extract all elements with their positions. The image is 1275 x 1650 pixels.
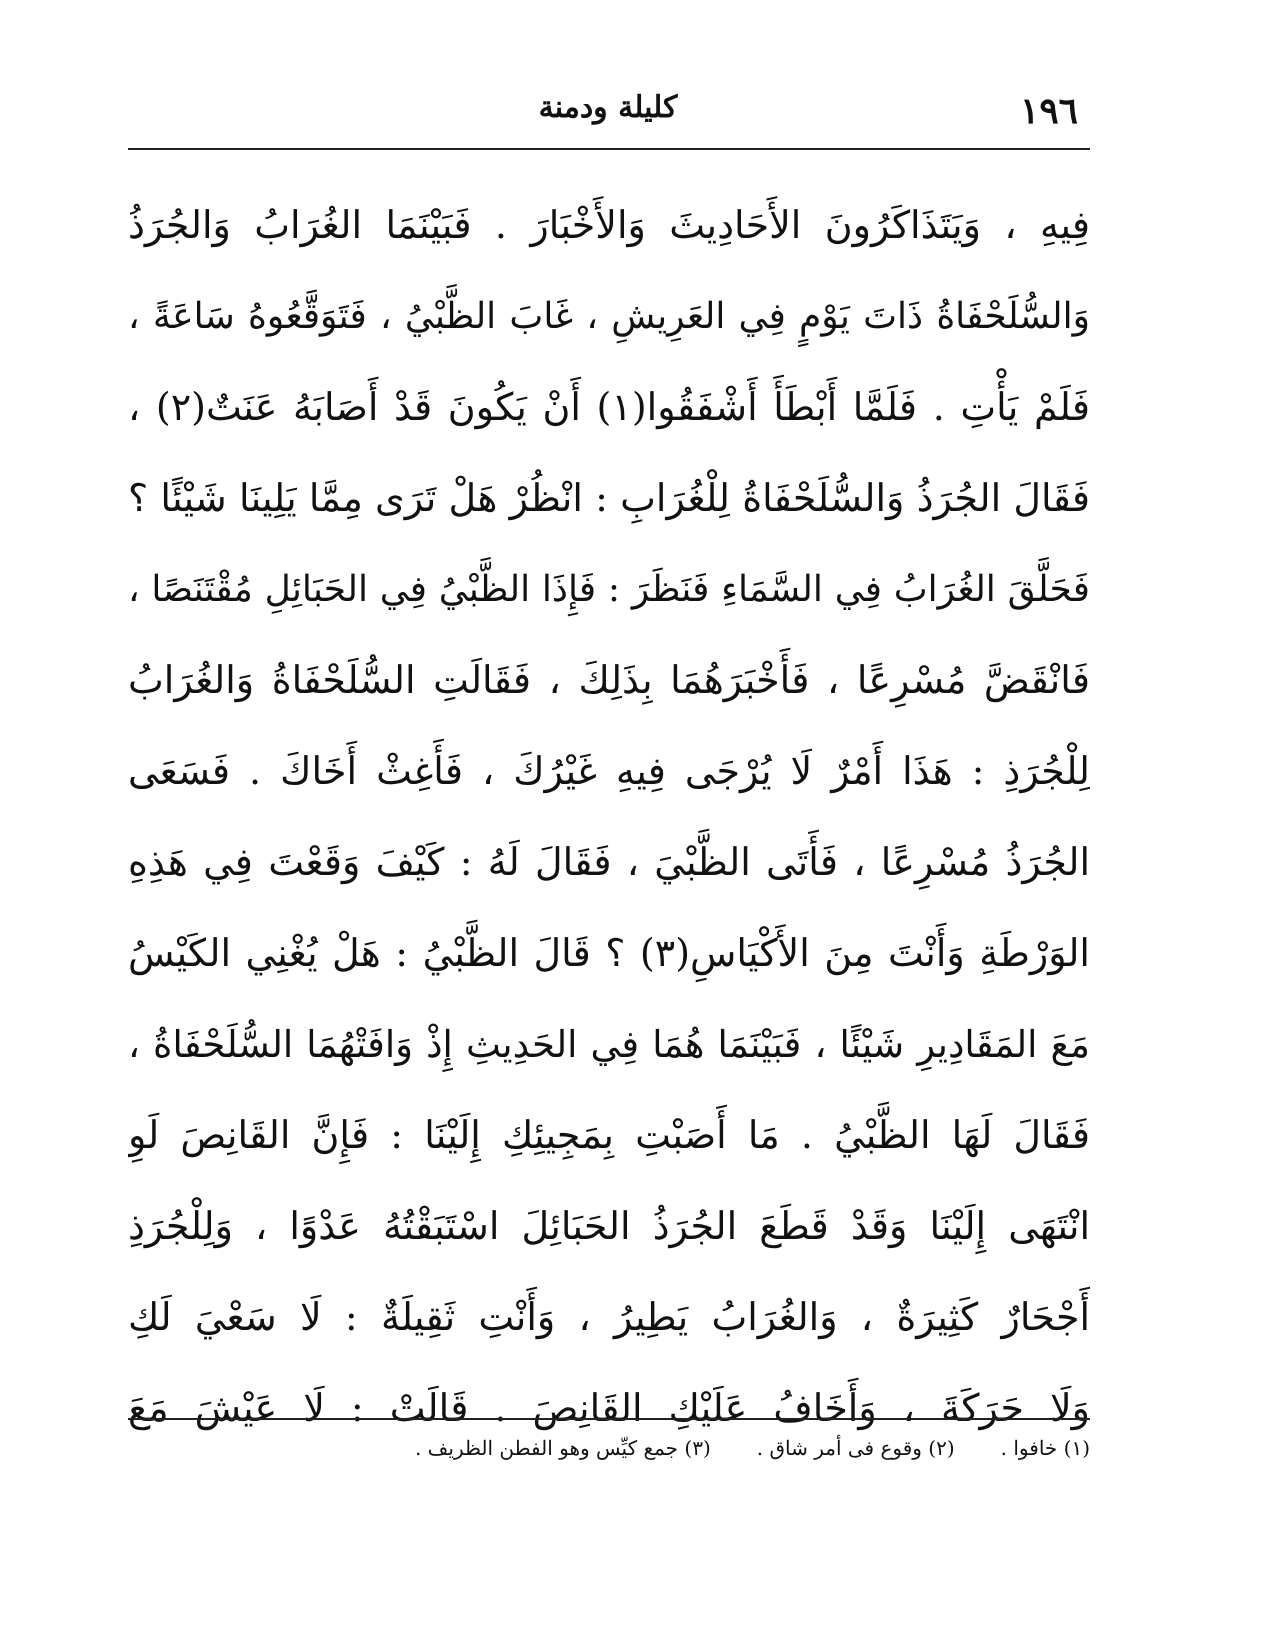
text-line: فَقَالَ لَهَا الظَّبْيُ . مَا أَصَبْتِ بِمَجِيئِكِ إِلَيْنَا : فَإِنَّ القَانِصَ لَوِ: [128, 1113, 1090, 1157]
footnote-1: (١) خافوا .: [1000, 1436, 1090, 1460]
footnote-rule: [128, 1418, 1090, 1420]
footnote-2: (٢) وقوع فى أمر شاق .: [756, 1436, 955, 1460]
text-line: انْتَهَى إِلَيْنَا وَقَدْ قَطَعَ الجُرَذُ الحَبَائِلَ اسْتَبَقْتُهُ عَدْوًا ، وَلِلْجُرَذِ: [128, 1204, 1090, 1248]
header-rule: [128, 148, 1090, 150]
text-line: أَجْحَارٌ كَثِيرَةٌ ، وَالغُرَابُ يَطِيرُ ، وَأَنْتِ ثَقِيلَةٌ : لَا سَعْيَ لَكِ: [128, 1295, 1090, 1339]
text-line: مَعَ المَقَادِيرِ شَيْئًا ، فَبَيْنَمَا هُمَا فِي الحَدِيثِ إِذْ وَافَتْهُمَا السُّلَحْفَاةُ ،: [128, 1023, 1090, 1066]
text-line: فَانْقَضَّ مُسْرِعًا ، فَأَخْبَرَهُمَا بِذَلِكَ ، فَقَالَتِ السُّلَحْفَاةُ وَالغُرَابُ: [128, 658, 1090, 702]
text-line: فَلَمْ يَأْتِ . فَلَمَّا أَبْطَأَ أَشْفَقُوا(١) أَنْ يَكُونَ قَدْ أَصَابَهُ عَنَتٌ(٢) ،: [128, 385, 1090, 429]
text-line: فَحَلَّقَ الغُرَابُ فِي السَّمَاءِ فَنَظَرَ : فَإِذَا الظَّبْيُ فِي الحَبَائِلِ مُقْتَنَصًا ،: [128, 569, 1090, 610]
text-line: لِلْجُرَذِ : هَذَا أَمْرٌ لَا يُرْجَى فِيهِ غَيْرُكَ ، فَأَغِثْ أَخَاكَ . فَسَعَى: [128, 749, 1090, 793]
text-line: الوَرْطَةِ وَأَنْتَ مِنَ الأَكْيَاسِ(٣) ؟ قَالَ الظَّبْيُ : هَلْ يُغْنِي الكَيْسُ: [128, 931, 1090, 975]
text-line: وَالسُّلَحْفَاةُ ذَاتَ يَوْمٍ فِي العَرِيشِ ، غَابَ الظَّبْيُ ، فَتَوَقَّعُوهُ سَاعَةً ،: [128, 296, 1090, 337]
footnotes: [128, 1428, 1090, 1468]
text-line: الجُرَذُ مُسْرِعًا ، فَأَتَى الظَّبْيَ ، فَقَالَ لَهُ : كَيْفَ وَقَعْتَ فِي هَذِهِ: [128, 840, 1090, 884]
text-line: فِيهِ ، وَيَتَذَاكَرُونَ الأَحَادِيثَ وَالأَخْبَارَ . فَبَيْنَمَا الغُرَابُ وَالجُرَذُ: [128, 203, 1090, 247]
running-title: كليلة ودمنة: [538, 90, 678, 125]
footnote-3: (٣) جمع كيِّس وهو الفطن الظريف .: [414, 1436, 711, 1460]
page-number: ١٩٦: [1019, 90, 1078, 132]
body-text: [128, 180, 1090, 1454]
text-line: فَقَالَ الجُرَذُ وَالسُّلَحْفَاةُ لِلْغُرَابِ : انْظُرْ هَلْ تَرَى مِمَّا يَلِينَا شَيْئًا ؟: [128, 476, 1090, 520]
running-head: [128, 86, 1088, 146]
text-line: وَلَا حَرَكَةَ ، وَأَخَافُ عَلَيْكِ القَانِصَ . قَالَتْ : لَا عَيْشَ مَعَ: [128, 1386, 1090, 1430]
